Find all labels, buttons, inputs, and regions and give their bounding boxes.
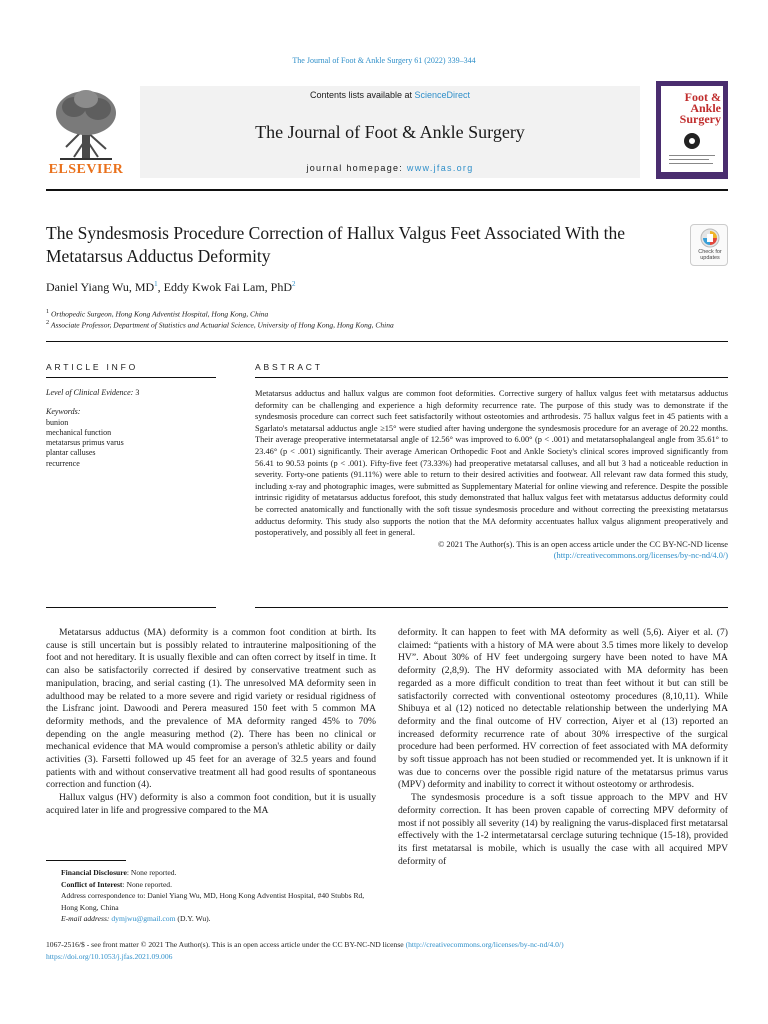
- journal-title: The Journal of Foot & Ankle Surgery: [255, 122, 525, 142]
- author-affiliation-ref[interactable]: 1: [154, 280, 158, 288]
- author-name: Eddy Kwok Fai Lam, PhD: [163, 280, 292, 294]
- evidence-level: [46, 388, 216, 398]
- evidence-label: Level of Clinical Evidence:: [46, 388, 134, 397]
- keyword: plantar calluses: [46, 448, 96, 458]
- footer-license-link[interactable]: (http://creativecommons.org/licenses/by-nc-nd/4.0/): [405, 940, 564, 949]
- email-link[interactable]: dymjwu@gmail.com: [111, 914, 176, 924]
- conflict-of-interest: [46, 879, 376, 891]
- abstract-end-rule: [255, 607, 728, 608]
- info-end-rule: [46, 607, 216, 608]
- author-affiliation-ref[interactable]: 2: [292, 280, 296, 288]
- cover-page: [661, 86, 723, 172]
- keyword: mechanical function: [46, 427, 112, 437]
- keywords-label: Keywords:: [46, 407, 81, 417]
- issn-text: 1067-2516/$ - see front matter © 2021 The Author(s). This is an open access article under the CC BY-NC-ND license: [46, 940, 406, 949]
- body-paragraph: deformity. It can happen to feet with MA deformity as well (5,6). Aiyer et al. (7) claimed: “patients with a history of MA were about 3.5 times more likely to develop HV”. About 30% of HV feet undergoing surgery have been noted to have MA deformity (2,8,9). The HV deformity associated with MA deformity has been regarded as a more difficult condition to treat than feet without it but can still be satisfactorily corrected with conventional osteotomy procedures (8,10,11). While Shibuya et al (12) noticed no detectable relationship between the underlying MA deformity and the final outcome of HV correction, Aiyer et al (13) reported an increased deformity recurrence rate of about 30% irrespective of the surgical procedure had been performed. HV correction of feet associated with MA deformity by soft tissue approach has not been studied or recommended yet. It is unknown if it was due to concerns over the possible rigid nature of the metatarsus primus varus (MPV) deformity and inability to correct it without osteotomy or arthrodesis.: [398, 627, 728, 791]
- journal-cover-thumbnail[interactable]: [656, 81, 728, 179]
- affiliation-text: Associate Professor, Department of Statistics and Actuarial Science, University of Hong Kong, Hong Kong, China: [50, 320, 394, 330]
- journal-header-box: [140, 86, 640, 178]
- abstract-heading: ABSTRACT: [255, 362, 323, 372]
- abstract-rule: [255, 377, 728, 378]
- abstract-copyright: © 2021 The Author(s). This is an open access article under the CC BY-NC-ND license: [437, 539, 728, 549]
- footnote-rule: [46, 860, 126, 861]
- journal-masthead: [46, 81, 728, 179]
- affiliation-number: 1: [46, 308, 50, 315]
- author-name: Daniel Yiang Wu, MD: [46, 280, 155, 294]
- correspondence-address: Address correspondence to: Daniel Yiang Wu, MD, Hong Kong Adventist Hospital, #40 Stubbs Rd, Hong Kong, China: [61, 891, 365, 912]
- affiliation-1: [46, 308, 268, 319]
- cover-text-lines-icon: [669, 154, 715, 168]
- author-separator: ,: [157, 280, 164, 294]
- abstract-body: [255, 388, 728, 562]
- body-paragraph: Hallux valgus (HV) deformity is also a common foot condition, but it is usually acquired later in life and progressive compared to the MA: [46, 792, 376, 816]
- cover-title: Foot & Ankle Surgery: [679, 90, 721, 126]
- contents-prefix: Contents lists available at: [309, 90, 415, 100]
- elsevier-wordmark: ELSEVIER: [48, 162, 124, 177]
- article-info-heading: ARTICLE INFO: [46, 362, 139, 372]
- cover-emblem-icon: [683, 132, 701, 150]
- abstract-license-link[interactable]: (http://creativecommons.org/licenses/by-nc-nd/4.0/): [553, 551, 728, 561]
- financial-label: Financial Disclosure: [61, 868, 127, 877]
- keyword: recurrence: [46, 458, 80, 468]
- crossmark-icon: [700, 228, 720, 248]
- affiliation-2: [46, 319, 394, 330]
- financial-value: : None reported.: [126, 868, 177, 877]
- email-label: E-mail address:: [61, 914, 110, 924]
- page-footer: [46, 939, 728, 962]
- body-right-column: [398, 627, 728, 868]
- body-paragraph: Metatarsus adductus (MA) deformity is a common foot condition at birth. Its cause is still uncertain but is possibly related to intrauterine malpositioning of the foot and not hereditary. It is usually flexible and can often correct by itself in time. It can also be satisfactorily corrected if desired by conservative treatment such as manipulation, bracing, and serial casting (1). The unresolved MA deformity seen in adulthood may be related to a more severe and rigid variety or residual rigidness of the Lisfranc joint. Dawoodi and Perera measured 150 feet with 5 common MA deformity methods, and the prevalence of MA deformity ranged 45% to 70% depending on the angle measuring method (2). There has been no clinical or mechanical evidence that MA would compromise a person's athletic ability or daily activities (3). Farsetti followed up 45 feet for an average of 32.5 years and found patients with and without conservative treatment all had good results of spontaneous correction and function (4).: [46, 627, 376, 791]
- homepage-prefix: journal homepage:: [306, 163, 407, 173]
- article-title: The Syndesmosis Procedure Correction of Hallux Valgus Feet Associated With the Metatarsus Adductus Deformity: [46, 223, 625, 266]
- journal-citation[interactable]: The Journal of Foot & Ankle Surgery 61 (2022) 339–344: [292, 56, 476, 65]
- financial-disclosure: [46, 867, 376, 879]
- conflict-value: : None reported.: [122, 879, 173, 889]
- doi-link[interactable]: https://doi.org/10.1053/j.jfas.2021.09.006: [46, 951, 173, 961]
- keyword: bunion: [46, 417, 69, 427]
- keyword: metatarsus primus varus: [46, 438, 124, 448]
- author-list: [46, 280, 296, 295]
- evidence-value: 3: [135, 388, 140, 397]
- crossmark-label: Check for updates: [698, 249, 722, 261]
- email-suffix: (D.Y. Wu).: [175, 914, 211, 924]
- conflict-label: Conflict of Interest: [61, 879, 123, 889]
- sciencedirect-link[interactable]: ScienceDirect: [414, 90, 471, 100]
- journal-homepage-line: [140, 163, 640, 173]
- masthead-divider: [46, 189, 728, 191]
- body-paragraph: The syndesmosis procedure is a soft tissue approach to the MPV and HV deformity correction. It has been proven capable of correcting MPV deformity of most if not possibly all severity (14) by realigning the varus-displaced first metatarsal effectively with the 1-2 intermetatarsal cerclage suturing technique (15-18), provided its first metatarsal is mobile, which is usually the case with all acquired MPV deformity of: [398, 792, 728, 867]
- affiliation-divider: [46, 341, 728, 342]
- check-for-updates-button[interactable]: [690, 224, 728, 266]
- contents-line: [140, 90, 640, 100]
- article-info-panel: [46, 388, 216, 469]
- email-line: [46, 913, 376, 925]
- article-info-rule: [46, 377, 216, 378]
- footnotes: [46, 867, 376, 925]
- journal-homepage-link[interactable]: www.jfas.org: [406, 163, 474, 173]
- issn-line: [46, 939, 728, 951]
- abstract-text: Metatarsus adductus and hallux valgus are common foot deformities. Corrective surgery of hallux valgus feet with metatarsus adductus deformity can be challenging and experience a high deformity recurrence rate. The purpose of this study was to demonstrate if the syndesmosis procedure can correct such feet satisfactorily without osteotomies and arthrodesis. 75 hallux valgus feet in 45 patients with a Sgarlato's metatarsal adductus angle ≥15° were studied after having undergone the syndesmosis procedure for an average of 20.22 months. Their average preoperative intermetatarsal angle of 12.56° was improved to 6.00° (p < .001) and metatarsophalangeal angle from 35.61° to 23.46° (p < .001) significantly. Their average American Orthopedic Foot and Ankle Society's clinical scores improved significantly from 56.41 to 90.53 points (p < .001). Fifty-five feet (73.33%) had preoperative metatarsal calluses, and all but 3 had a noticeable reduction in severity. Forty-one patients (91.11%) were able to return to their desired activities and footwear. All relevant raw data formed this study, including x-ray and photographic images, were submitted as Supplementary Material for online viewing and reference. Despite the possible intrinsic rigidity of metatarsus adductus forefoot, this study demonstrated that hallux valgus feet with metatarsus adductus deformity could be corrected anatomically and functionally with the soft tissue syndesmosis procedure and without correcting the preexisting metatarsus adductus deformity. This study also supports the notion that the MA deformity accentuates hallux valgus alignment preoperatively and postoperatively, and possibly all feet in general.: [255, 389, 728, 538]
- body-left-column: [46, 627, 376, 818]
- affiliation-text: Orthopedic Surgeon, Hong Kong Adventist Hospital, Hong Kong, China: [51, 309, 269, 319]
- affiliation-number: 2: [46, 319, 50, 326]
